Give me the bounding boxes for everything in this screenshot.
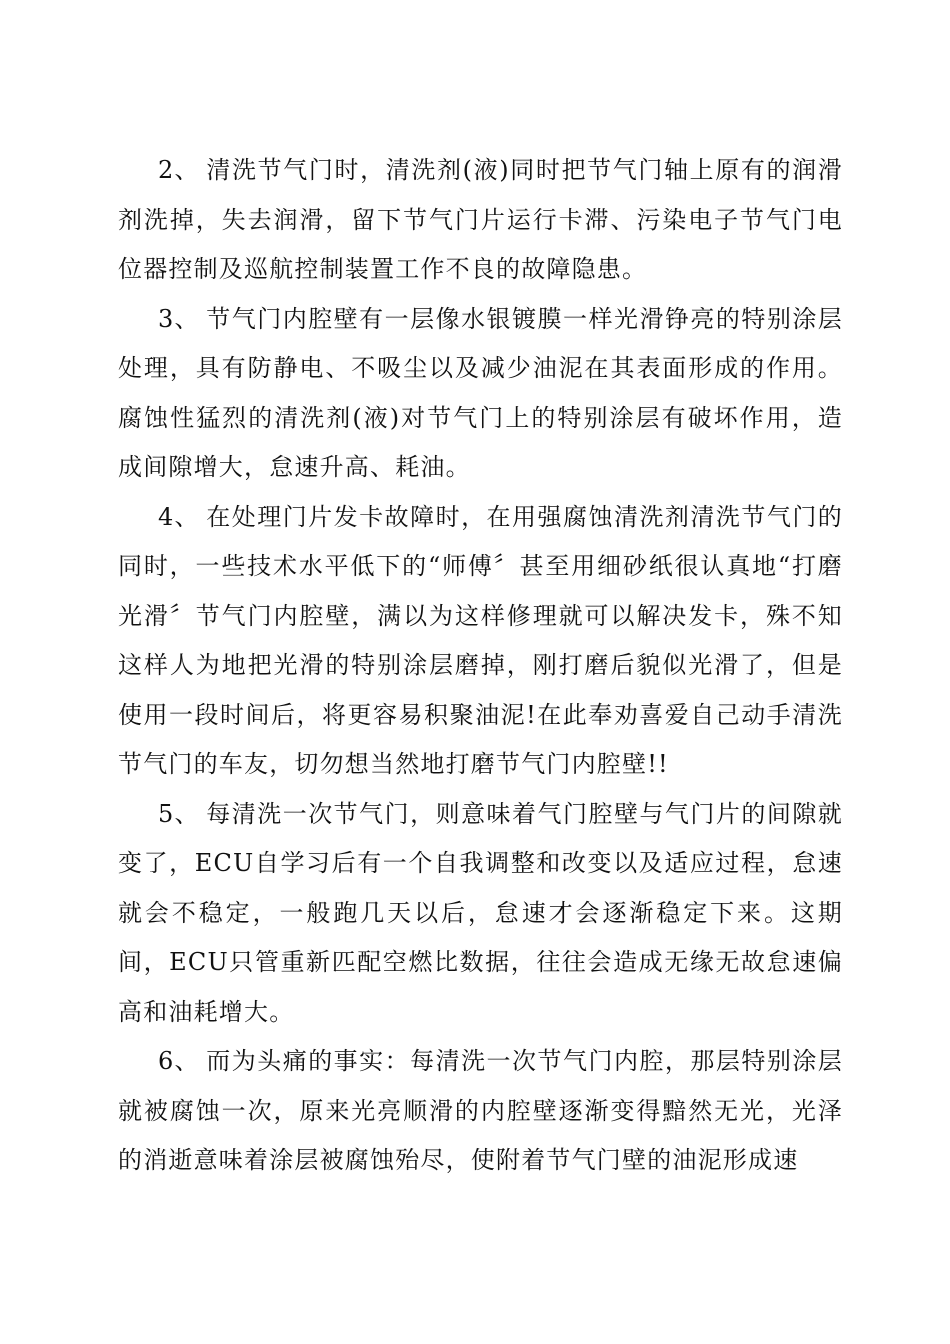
paragraph-text: 清洗节气门时，清洗剂(液)同时把节气门轴上原有的润滑剂洗掉，失去润滑，留下节气门片运行卡滞、污染电子节气门电位器控制及巡航控制装置工作不良的故障隐患。 bbox=[118, 156, 843, 283]
paragraph-number: 2、 bbox=[158, 156, 200, 184]
paragraph-number: 4、 bbox=[158, 502, 200, 531]
paragraph-text: 在处理门片发卡故障时，在用强腐蚀清洗剂清洗节气门的同时，一些技术水平低下的“师傅〞甚至用细砂纸很认真地“打磨光滑〞节气门内腔壁，满以为这样修理就可以解决发卡，殊不知这样人为地把光滑的特别涂层磨掉，刚打磨后貌似光滑了，但是使用一段时间后，将更容易积聚油泥!在此奉劝喜爱自己动手清洗节气门的车友，切勿想当然地打磨节气门内腔壁!! bbox=[118, 502, 843, 778]
paragraph-number: 3、 bbox=[158, 304, 200, 333]
paragraph-number: 5、 bbox=[158, 799, 200, 828]
paragraph-text: 而为头痛的事实：每清洗一次节气门内腔，那层特别涂层就被腐蚀一次，原来光亮顺滑的内腔壁逐渐变得黯然无光，光泽的消逝意味着涂层被腐蚀殆尽，使附着节气门壁的油泥形成速 bbox=[118, 1047, 843, 1174]
paragraph-item-6 bbox=[118, 1037, 843, 1186]
paragraph-number: 6、 bbox=[158, 1047, 200, 1075]
paragraph-item-2 bbox=[118, 146, 843, 295]
paragraph-item-3 bbox=[118, 295, 843, 493]
paragraph-text: 节气门内腔壁有一层像水银镀膜一样光滑铮亮的特别涂层处理，具有防静电、不吸尘以及减少油泥在其表面形成的作用。腐蚀性猛烈的清洗剂(液)对节气门上的特别涂层有破坏作用，造成间隙增大，怠速升高、耗油。 bbox=[118, 304, 843, 481]
document-body bbox=[118, 146, 843, 1186]
paragraph-text: 每清洗一次节气门，则意味着气门腔壁与气门片的间隙就变了，ECU自学习后有一个自我调整和改变以及适应过程，怠速就会不稳定，一般跑几天以后，怠速才会逐渐稳定下来。这期间，ECU只管重新匹配空燃比数据，往往会造成无缘无故怠速偏高和油耗增大。 bbox=[118, 799, 843, 1026]
paragraph-item-4 bbox=[118, 493, 843, 790]
paragraph-item-5 bbox=[118, 790, 843, 1038]
